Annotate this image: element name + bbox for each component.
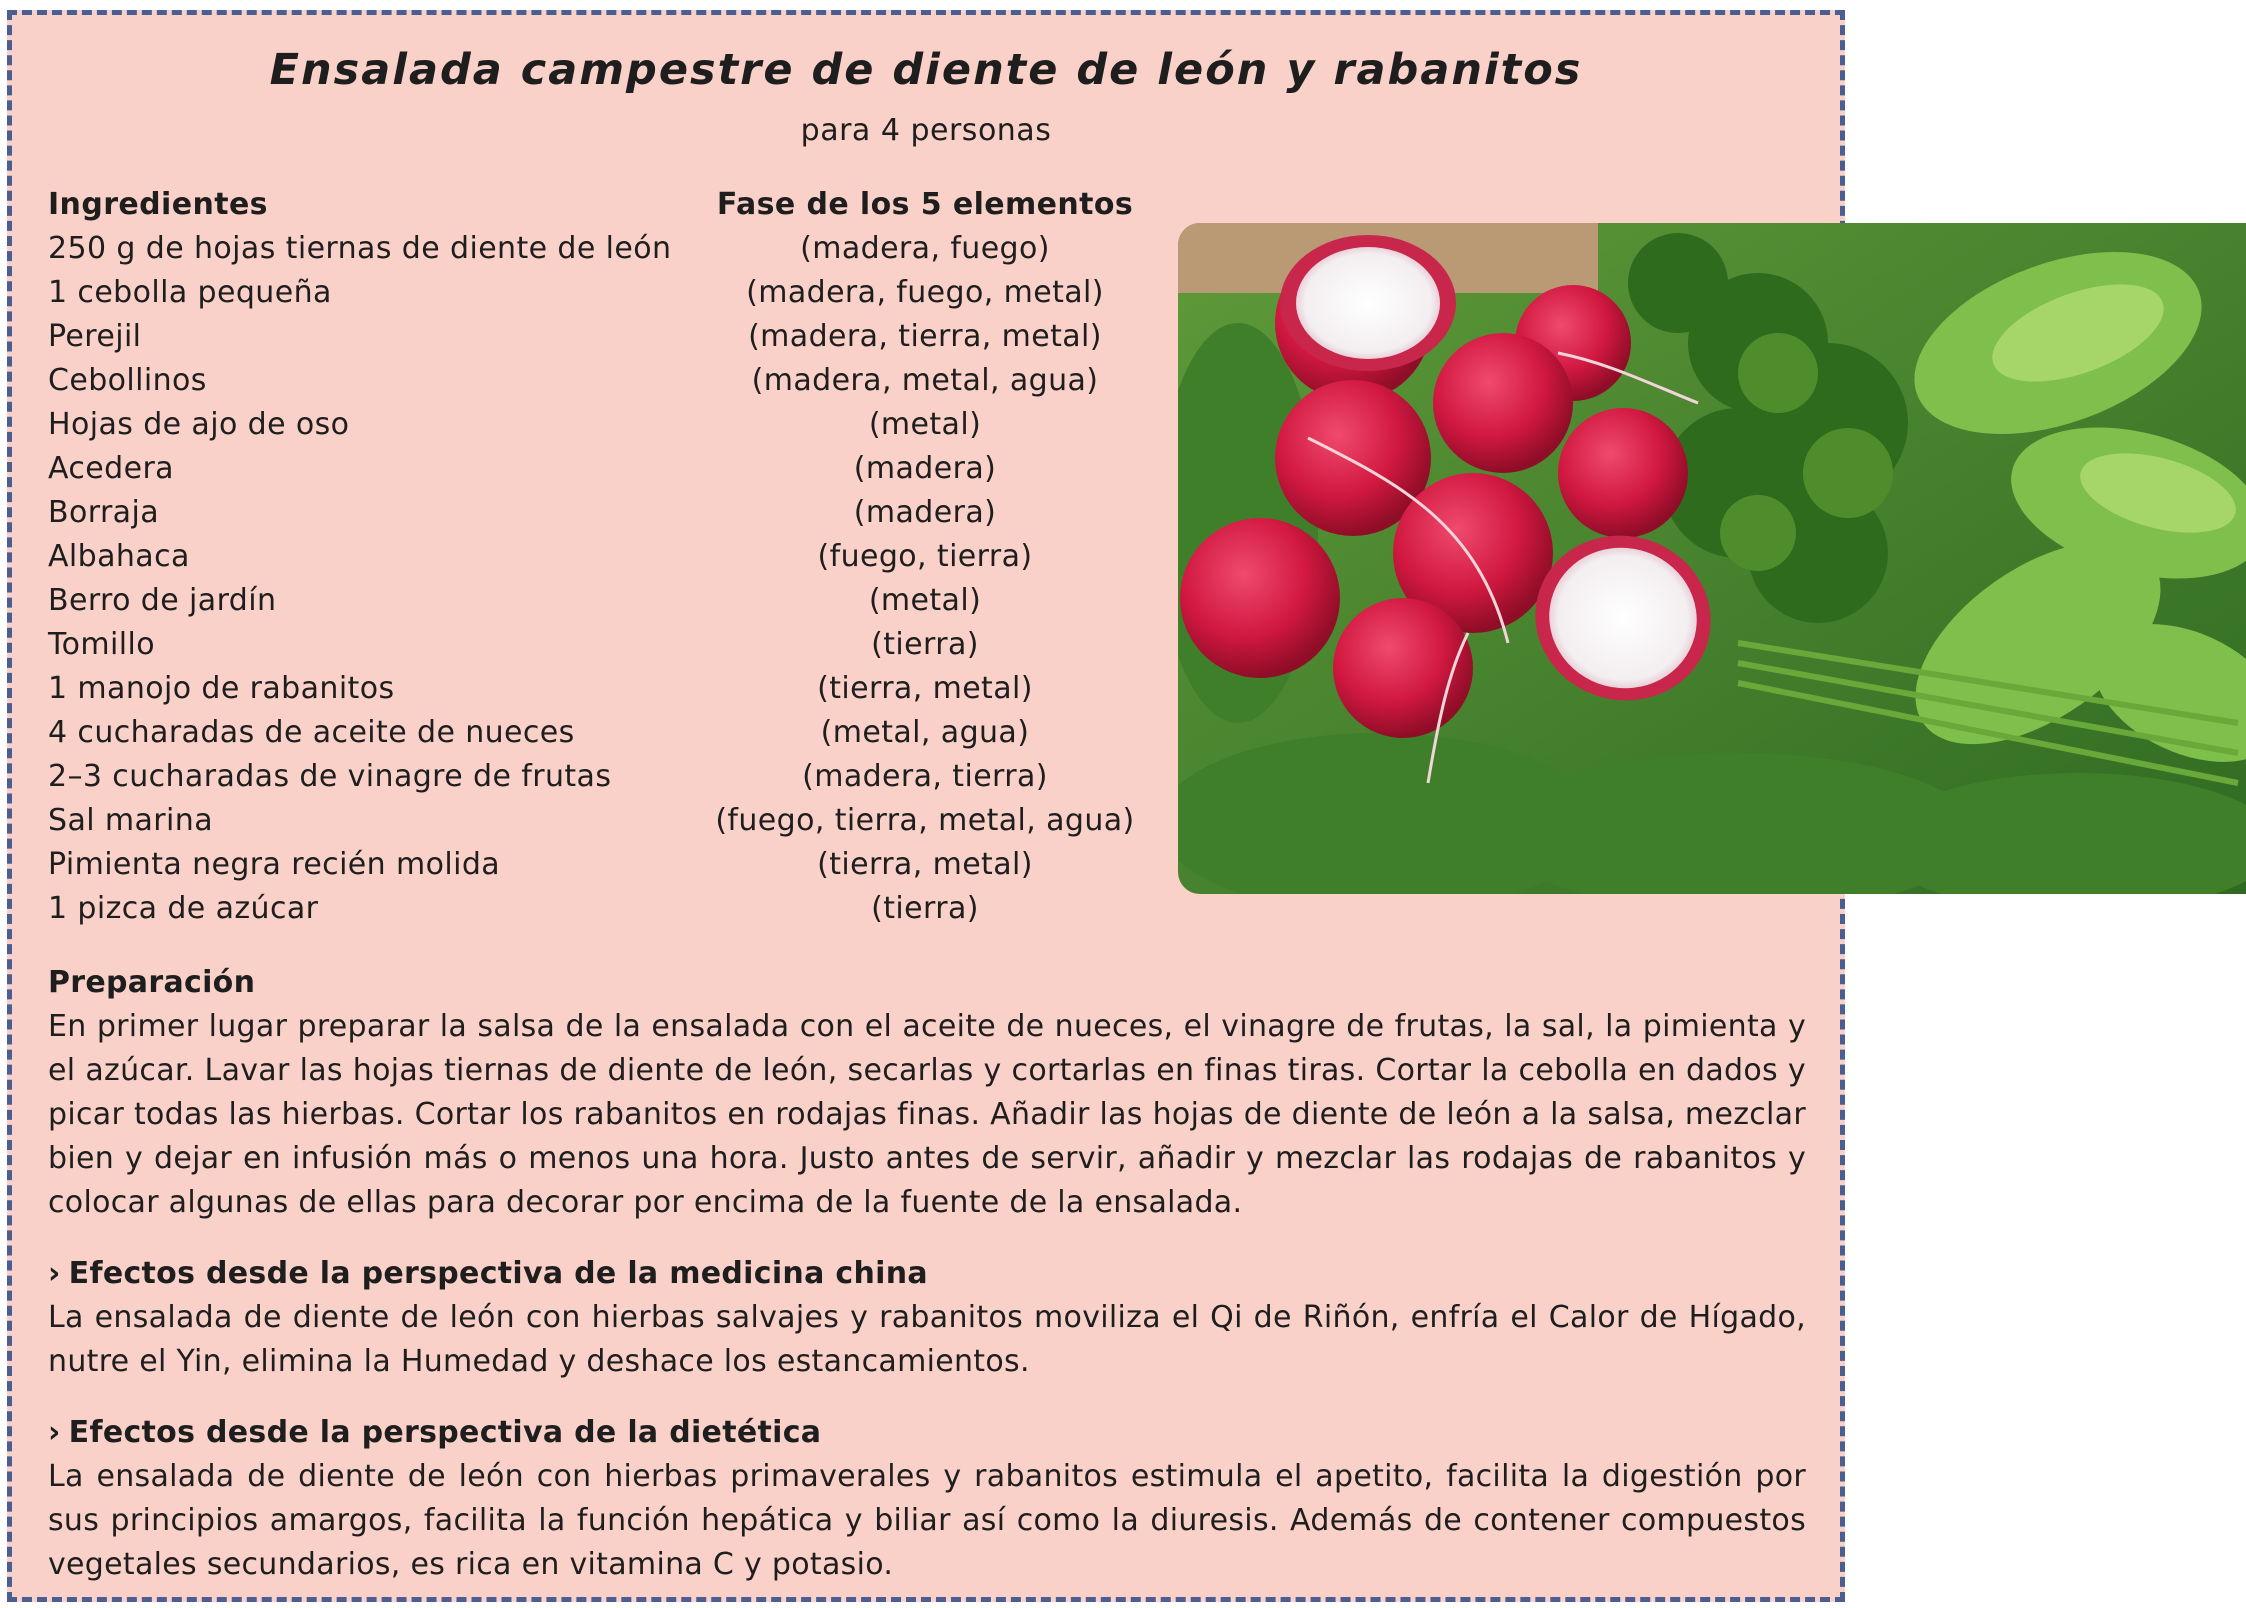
servings: para 4 personas xyxy=(800,113,1052,148)
preparation-heading: Preparación xyxy=(48,965,256,1000)
effects-dietetic-section xyxy=(48,1411,1806,1587)
chevron-right-icon: › xyxy=(48,1256,61,1291)
ingredient-elements: (madera) xyxy=(853,495,997,530)
ingredient-name: Berro de jardín xyxy=(48,583,277,618)
ingredient-elements: (madera, metal, agua) xyxy=(751,363,1099,398)
ingredient-elements: (tierra, metal) xyxy=(817,847,1033,882)
ingredients-list xyxy=(48,183,671,931)
radish-greens-photo xyxy=(1178,223,2246,894)
ingredient-name: Pimienta negra recién molida xyxy=(48,847,501,882)
ingredient-elements: (metal) xyxy=(868,407,982,442)
ingredient-name: Hojas de ajo de oso xyxy=(48,407,350,442)
elements-list xyxy=(637,183,1213,931)
ingredient-name: Acedera xyxy=(48,451,174,486)
effects-chinese-text: La ensalada de diente de león con hierbas salvajes y rabanitos moviliza el Qi de Riñón, enfría el Calor de Hígado, nutre el Yin, elimina la Humedad y deshace los estancamientos. xyxy=(48,1300,1806,1379)
ingredient-elements: (fuego, tierra) xyxy=(817,539,1033,574)
radish-greens-illustration xyxy=(1178,223,2246,894)
ingredients-header: Ingredientes xyxy=(48,187,268,222)
ingredient-name: Albahaca xyxy=(48,539,190,574)
ingredient-elements: (tierra) xyxy=(871,891,979,926)
ingredient-elements: (metal, agua) xyxy=(820,715,1030,750)
ingredient-elements: (fuego, tierra, metal, agua) xyxy=(715,803,1135,838)
effects-chinese-section xyxy=(48,1252,1806,1384)
ingredient-name: 250 g de hojas tiernas de diente de león xyxy=(48,231,672,266)
effects-dietetic-text: La ensalada de diente de león con hierbas primaverales y rabanitos estimula el apetito, facilita la digestión por sus principios amargos, facilita la función hepática y biliar así como la diuresis. Además de contener compuestos vegetales secundarios, es rica en vitamina C y potasio. xyxy=(48,1459,1806,1582)
ingredient-elements: (tierra, metal) xyxy=(817,671,1033,706)
ingredient-name: Perejil xyxy=(48,319,142,354)
ingredient-elements: (madera, tierra) xyxy=(802,759,1048,794)
effects-chinese-heading xyxy=(48,1252,1806,1296)
ingredient-elements: (madera, fuego) xyxy=(800,231,1050,266)
recipe-title: Ensalada campestre de diente de león y rabanitos xyxy=(269,45,1583,95)
ingredient-name: 1 manojo de rabanitos xyxy=(48,671,395,706)
ingredient-elements: (metal) xyxy=(868,583,982,618)
effects-dietetic-title: Efectos desde la perspectiva de la dietética xyxy=(68,1415,822,1450)
ingredient-name: Borraja xyxy=(48,495,159,530)
ingredient-name: 1 pizca de azúcar xyxy=(48,891,319,926)
effects-chinese-title: Efectos desde la perspectiva de la medicina china xyxy=(68,1256,928,1291)
ingredient-name: 1 cebolla pequeña xyxy=(48,275,332,310)
effects-dietetic-heading xyxy=(48,1411,1806,1455)
elements-header: Fase de los 5 elementos xyxy=(716,187,1134,222)
ingredient-name: Sal marina xyxy=(48,803,213,838)
preparation-text: En primer lugar preparar la salsa de la ensalada con el aceite de nueces, el vinagre de frutas, la sal, la pimienta y el azúcar. Lavar las hojas tiernas de diente de león, secarlas y cortarlas en finas tiras. Cortar la cebolla en dados y picar todas las hierbas. Cortar los rabanitos en rodajas finas. Añadir las hojas de diente de león a la salsa, mezclar bien y dejar en infusión más o menos una hora. Justo antes de servir, añadir y mezclar las rodajas de rabanitos y colocar algunas de ellas para decorar por encima de la fuente de la ensalada. xyxy=(48,1009,1806,1220)
preparation-section xyxy=(48,961,1806,1225)
ingredient-name: 2–3 cucharadas de vinagre de frutas xyxy=(48,759,612,794)
ingredient-elements: (madera, tierra, metal) xyxy=(748,319,1102,354)
ingredient-elements: (madera) xyxy=(853,451,997,486)
ingredient-elements: (tierra) xyxy=(871,627,979,662)
chevron-right-icon: › xyxy=(48,1415,61,1450)
ingredient-elements: (madera, fuego, metal) xyxy=(746,275,1104,310)
ingredient-name: Tomillo xyxy=(48,627,155,662)
ingredient-name: Cebollinos xyxy=(48,363,207,398)
ingredient-name: 4 cucharadas de aceite de nueces xyxy=(48,715,575,750)
